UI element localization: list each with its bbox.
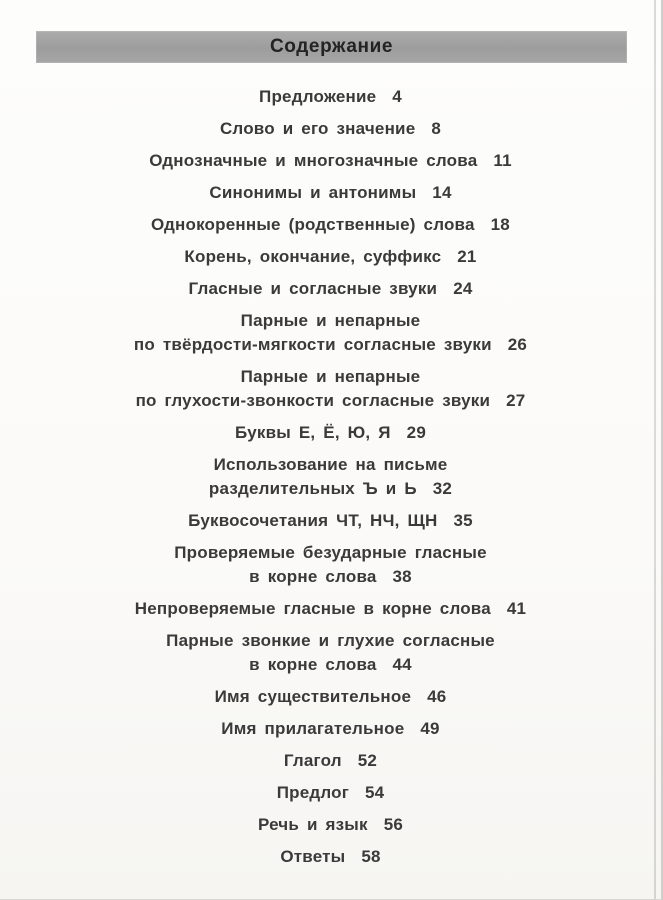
toc-entry (30, 421, 631, 445)
toc-entry-title: Буквы Е, Ё, Ю, Я (235, 423, 391, 442)
toc-entry-title: Корень, окончание, суффикс (184, 247, 442, 266)
toc-entry (30, 213, 631, 237)
toc-entry-title: Парные и непарные (240, 311, 421, 330)
toc-entry-title: в корне слова (249, 655, 377, 674)
toc-entry (30, 541, 631, 589)
toc-entry-line (30, 541, 631, 565)
toc-entry-line (30, 389, 631, 413)
toc-entry-title: Однозначные и многозначные слова (149, 151, 478, 170)
toc-entry-line (30, 309, 631, 333)
toc-entry-page-number: 49 (420, 719, 440, 738)
toc-entry-page-number: 24 (453, 279, 473, 298)
toc-entry (30, 845, 631, 869)
toc-entry-page-number: 8 (431, 119, 442, 138)
toc-entry (30, 365, 631, 413)
toc-entry-page-number: 56 (383, 815, 404, 834)
toc-entry-page-number: 54 (364, 783, 385, 802)
toc-entry (30, 149, 631, 173)
toc-entry-title: Проверяемые безударные гласные (174, 543, 487, 562)
toc-entry (30, 749, 631, 773)
toc-entry-title: Предлог (276, 783, 349, 802)
toc-entry-line (30, 813, 631, 837)
toc-entry-title: Парные звонкие и глухие согласные (166, 631, 495, 650)
toc-entry-line (30, 653, 631, 677)
toc-entry-title: Предложение (259, 87, 377, 106)
toc-entry-title: Непроверяемые гласные в корне слова (134, 599, 491, 618)
toc-entry-page-number: 11 (493, 151, 512, 170)
toc-entry-title: Речь и язык (257, 815, 368, 834)
toc-entry-line (30, 717, 631, 741)
toc-entry-title: Гласные и согласные звуки (188, 279, 438, 298)
toc-entry (30, 509, 631, 533)
toc-entry (30, 813, 631, 837)
toc-entry-title: Буквосочетания ЧТ, НЧ, ЩН (188, 511, 438, 530)
toc-entry-page-number: 46 (427, 687, 447, 706)
toc-entry-line (30, 749, 631, 773)
toc-entry-page-number: 21 (457, 247, 477, 266)
toc-entry-line (30, 781, 631, 805)
toc-entry-title: Имя существительное (214, 687, 412, 706)
toc-entry-line (30, 509, 631, 533)
toc-entry-line (30, 213, 631, 237)
toc-entry-page-number: 29 (406, 423, 426, 442)
toc-entry-line (30, 565, 631, 589)
toc-entry-line (30, 117, 631, 141)
toc-entry-line (30, 629, 631, 653)
toc-entry (30, 117, 631, 141)
toc-entry-page-number: 14 (432, 183, 452, 202)
toc-entry-page-number: 35 (453, 511, 473, 530)
toc-entry-page-number: 44 (392, 655, 412, 674)
toc-entry-line (30, 149, 631, 173)
contents-header (36, 31, 627, 63)
toc-entry (30, 181, 631, 205)
toc-entry (30, 309, 631, 357)
toc-entry-line (30, 453, 631, 477)
toc-entry-title: по глухости-звонкости согласные звуки (135, 391, 491, 410)
toc-entry (30, 597, 631, 621)
toc-entry-title: разделительных Ъ и Ь (208, 479, 417, 498)
toc-list (30, 85, 631, 877)
toc-entry-page-number: 52 (357, 751, 378, 770)
toc-entry-title: в корне слова (249, 567, 377, 586)
toc-entry-title: Синонимы и антонимы (209, 183, 417, 202)
toc-entry-line (30, 845, 631, 869)
toc-entry-title: по твёрдости-мягкости согласные звуки (133, 335, 492, 354)
toc-entry (30, 85, 631, 109)
toc-entry-line (30, 421, 631, 445)
toc-entry-line (30, 365, 631, 389)
toc-entry-page-number: 41 (506, 599, 527, 618)
toc-entry-title: Ответы (280, 847, 346, 866)
toc-entry-line (30, 181, 631, 205)
toc-entry (30, 629, 631, 677)
toc-entry-page-number: 38 (392, 567, 412, 586)
toc-entry-title: Слово и его значение (219, 119, 416, 138)
toc-entry (30, 781, 631, 805)
contents-title: Содержание (269, 36, 394, 57)
toc-entry-line (30, 333, 631, 357)
toc-entry-line (30, 277, 631, 301)
toc-entry-title: Однокоренные (родственные) слова (151, 215, 475, 234)
toc-entry (30, 245, 631, 269)
toc-entry-title: Имя прилагательное (221, 719, 405, 738)
toc-entry-page-number: 27 (506, 391, 526, 410)
toc-entry-page-number: 32 (432, 479, 453, 498)
toc-entry (30, 277, 631, 301)
toc-entry-title: Использование на письме (213, 455, 448, 474)
toc-entry (30, 685, 631, 709)
toc-entry-line (30, 685, 631, 709)
toc-entry (30, 453, 631, 501)
toc-entry-line (30, 477, 631, 501)
toc-entry-title: Парные и непарные (240, 367, 421, 386)
toc-entry-page-number: 18 (490, 215, 510, 234)
toc-entry (30, 717, 631, 741)
toc-entry-line (30, 85, 631, 109)
toc-entry-line (30, 245, 631, 269)
toc-entry-page-number: 26 (507, 335, 528, 354)
toc-entry-line (30, 597, 631, 621)
toc-entry-title: Глагол (283, 751, 342, 770)
toc-entry-page-number: 4 (392, 87, 402, 106)
toc-entry-page-number: 58 (361, 847, 381, 866)
